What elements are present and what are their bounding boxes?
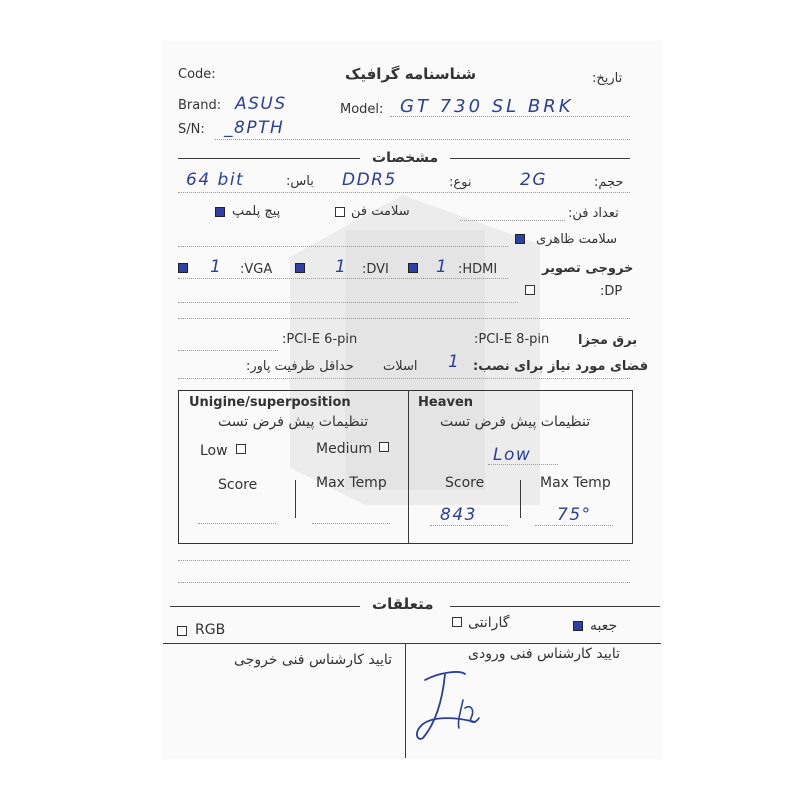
dvi-value: 1: [335, 257, 348, 277]
power-label: برق مجزا: [578, 333, 638, 348]
fan-health-checkbox[interactable]: [335, 207, 345, 217]
type-value: DDR5: [342, 170, 397, 190]
heaven-col-divider: [520, 480, 521, 518]
acc-divider-right: [450, 606, 660, 607]
heaven-score-value: 843: [440, 505, 477, 525]
fan-count-dotline: [460, 220, 565, 221]
vga-value: 1: [210, 257, 223, 277]
heaven-title: Heaven: [418, 395, 474, 410]
sn-dotline: [215, 139, 630, 140]
heaven-subtitle: تنظیمات پیش فرض تست: [440, 414, 591, 430]
code-label: Code:: [178, 67, 216, 82]
box-label: جعبه: [590, 618, 618, 634]
unigine-title: Unigine/superposition: [189, 395, 351, 410]
dp-label: :DP: [600, 284, 623, 299]
heaven-temp-value: 75°: [557, 505, 592, 525]
specs-title: مشخصات: [372, 150, 439, 166]
unigine-low-checkbox[interactable]: [236, 444, 246, 454]
dp-checkbox[interactable]: [525, 285, 535, 295]
size-label: حجم:: [594, 175, 624, 190]
space-dotline: [178, 378, 630, 379]
fan-count-label: تعداد فن:: [568, 206, 619, 221]
space-label: فضای مورد نیاز برای نصب:: [473, 359, 649, 374]
out-approval-label: تایید کارشناس فنی خروجی: [234, 652, 393, 668]
fan-health-label: سلامت فن: [351, 204, 410, 219]
hdmi-value: 1: [436, 257, 449, 277]
unigine-medium-label: Medium: [316, 441, 372, 457]
pcie8-label: :PCI-E 8-pin: [474, 332, 550, 347]
rgb-checkbox[interactable]: [177, 626, 187, 636]
box-checkbox[interactable]: [573, 621, 583, 631]
unigine-temp-label: Max Temp: [316, 475, 387, 491]
hdmi-label: :HDMI: [458, 262, 498, 277]
appearance-label: سلامت ظاهری: [536, 232, 618, 247]
outputs-dotline: [178, 278, 508, 279]
extra-dotline-1: [178, 560, 630, 561]
unigine-medium-checkbox[interactable]: [379, 442, 389, 452]
heaven-score-dotline: [430, 525, 508, 526]
heaven-temp-label: Max Temp: [540, 475, 611, 491]
vga-checkbox[interactable]: [178, 263, 188, 273]
heaven-preset-value: Low: [493, 445, 532, 465]
in-approval-label: تایید کارشناس فنی ورودی: [468, 646, 621, 662]
heaven-score-label: Score: [445, 475, 485, 491]
unigine-subtitle: تنظیمات پیش فرض تست: [218, 414, 369, 430]
psu-label: حداقل ظرفیت پاور:: [246, 359, 354, 374]
hdmi-checkbox[interactable]: [408, 263, 418, 273]
heaven-preset-dotline: [488, 464, 558, 465]
accessories-title: متعلقات: [372, 595, 434, 613]
type-label: نوع:: [449, 175, 472, 190]
date-label: تاریخ:: [592, 71, 623, 86]
unigine-temp-dotline: [312, 523, 390, 524]
sn-value: _8PTH: [224, 118, 285, 138]
signature-mark: [405, 660, 495, 745]
bus-label: باس:: [286, 174, 314, 189]
outputs-label: خروجی تصویر: [542, 261, 634, 276]
pcie6-dotline: [178, 350, 278, 351]
appearance-checkbox[interactable]: [515, 234, 525, 244]
divider-left: [178, 158, 360, 159]
model-label: Model:: [340, 102, 384, 117]
vga-label: :VGA: [240, 262, 273, 277]
unigine-score-dotline: [198, 523, 276, 524]
screw-checkbox[interactable]: [215, 207, 225, 217]
size-value: 2G: [520, 170, 547, 190]
acc-divider-left: [170, 606, 360, 607]
brand-label: Brand:: [178, 98, 222, 113]
approval-divider: [163, 643, 661, 644]
warranty-label: گارانتی: [468, 615, 510, 631]
specs-dotline: [178, 192, 630, 193]
model-dotline: [390, 116, 630, 117]
appearance-dotline: [178, 246, 508, 247]
benchmark-divider: [408, 390, 409, 544]
divider-right: [450, 158, 630, 159]
heaven-temp-dotline: [535, 525, 613, 526]
pcie6-label: :PCI-E 6-pin: [282, 332, 358, 347]
bus-value: 64 bit: [186, 170, 245, 190]
dvi-label: :DVI: [362, 262, 389, 277]
rgb-label: RGB: [195, 622, 226, 638]
screw-label: پیچ پلمپ: [232, 204, 281, 219]
dvi-checkbox[interactable]: [295, 263, 305, 273]
unigine-score-label: Score: [218, 477, 258, 493]
sn-label: S/N:: [178, 122, 205, 137]
extra-dotline-2: [178, 582, 630, 583]
unigine-low-label: Low: [200, 443, 228, 459]
unigine-col-divider: [295, 480, 296, 518]
dp-dotline: [178, 302, 518, 303]
slot-value: 1: [448, 352, 461, 372]
form-title: شناسنامه گرافیک: [345, 65, 477, 83]
slot-label: اسلات: [383, 359, 418, 374]
blank-dotline: [178, 318, 630, 319]
warranty-checkbox[interactable]: [452, 617, 462, 627]
brand-value: ASUS: [235, 94, 287, 114]
model-value: GT 730 SL BRK: [400, 96, 574, 117]
